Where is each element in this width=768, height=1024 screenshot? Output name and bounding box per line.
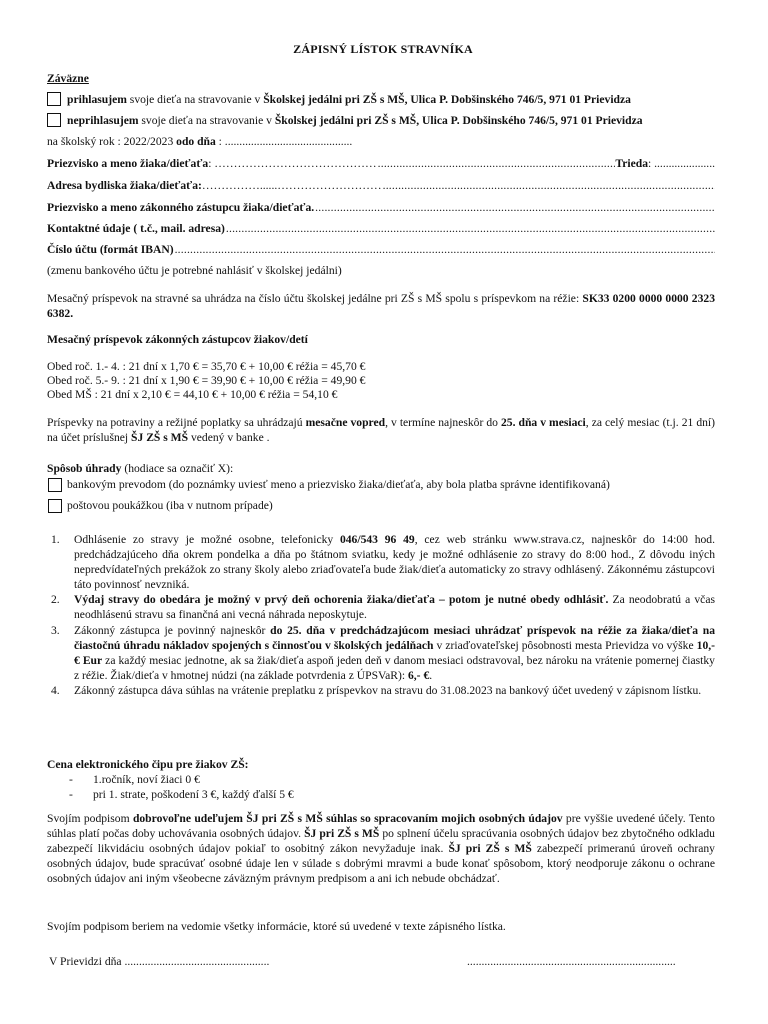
bank-change-note: (zmenu bankového účtu je potrebné nahlásiť v školskej jedálni) bbox=[47, 264, 342, 277]
list-item: 1. Odhlásenie zo stravy je možné osobne, telefonicky 046/543 96 49, cez web stránku www.strava.cz, najneskôr do 14:00 hod. predchádzajúceho dňa okrem pondelka a dňa po štátnom sviatku, kedy je možné odhlásenie zo stravy do 8:00 hod., Z dôvodu iných nepredvídateľných prekážok zo strany školy alebo zriaďovateľa bude žiak/dieťa automaticky zo stravy odhlásený. Zákonnému zástupcovi táto povinnosť nevzniká. bbox=[51, 533, 715, 592]
unenroll-option: neprihlasujem svoje dieťa na stravovanie v Školskej jedálni pri ZŠ s MŠ, Ulica P. Dobšinského 746/5, 971 01 Prievidza bbox=[67, 114, 643, 127]
bank-transfer-label: bankovým prevodom (do poznámky uviesť meno a priezvisko žiaka/dieťaťa, aby bola platba správne identifikovaná) bbox=[67, 478, 610, 491]
zavazne-label: Záväzne bbox=[47, 72, 89, 85]
school-year-line: na školský rok : 2022/2023 odo dňa : ............................................ bbox=[47, 135, 353, 148]
rules-list bbox=[47, 532, 715, 698]
acknowledge-text: Svojím podpisom beriem na vedomie všetky informácie, ktoré sú uvedené v texte zápisného lístka. bbox=[47, 920, 506, 933]
chip-item: 1.ročník, noví žiaci 0 € bbox=[93, 773, 200, 786]
form-title: ZÁPISNÝ LÍSTOK STRAVNÍKA bbox=[293, 42, 473, 56]
list-item: 2. Výdaj stravy do obedára je možný v prvý deň ochorenia žiaka/dieťaťa – potom je nutné obedy odhlásiť. Za neodobratú a včas neodhlásenú stravu sa finančná ani vecná náhrada neposkytuje. bbox=[51, 593, 715, 622]
list-item: 4. Zákonný zástupca dáva súhlas na vrátenie preplatku z príspevkov na stravu do 31.08.2023 na bankový účet uvedený v zápisnom lístku. bbox=[51, 683, 702, 697]
chip-heading: Cena elektronického čipu pre žiakov ZŠ: bbox=[47, 758, 249, 771]
fee-line: Obed roč. 5.- 9. : 21 dní x 1,90 € = 39,90 € + 10,00 € réžia = 49,90 € bbox=[47, 374, 366, 387]
fee-line: Obed MŠ : 21 dní x 2,10 € = 44,10 € + 10,00 € réžia = 54,10 € bbox=[47, 388, 338, 401]
enroll-option: prihlasujem svoje dieťa na stravovanie v Školskej jedálni pri ZŠ s MŠ, Ulica P. Dobšinského 746/5, 971 01 Prievidza bbox=[67, 93, 631, 106]
list-item: 3. Zákonný zástupca je povinný najneskôr do 25. dňa v predchádzajúcom mesiaci uhrádzať príspevok na réžie za žiaka/dieťa na čiastočnú úhradu nákladov spojených s činnosťou v školských jedálňach v zriaďovateľskej pôsobnosti mesta Prievidza vo výške 10,- € Eur za každý mesiac jednotne, ak sa žiak/dieťa aspoň jeden deň v danom mesiaci odstravoval, bez nároku na vrátenie pomernej čiastky z réžie. Žiak/dieťa v hmotnej núdzi (na základe potvrdenia z ÚPSVaR): 6,- €. bbox=[51, 623, 715, 682]
bullet-dash: - bbox=[69, 773, 73, 786]
chip-item: pri 1. strate, poškodení 3 €, každý ďalší 5 € bbox=[93, 788, 294, 801]
contact-field[interactable]: Kontaktné údaje ( t.č., mail. adresa) ..... bbox=[47, 222, 715, 235]
monthly-fee-paragraph: Mesačný príspevok na stravné sa uhrádza na číslo účtu školskej jedálne pri ZŠ s MŠ spolu s príspevkom na réžie: SK33 0200 0000 0000 2323 6382. bbox=[47, 292, 715, 320]
enroll-checkbox[interactable] bbox=[47, 92, 61, 106]
postal-order-checkbox[interactable] bbox=[48, 499, 62, 513]
contrib-heading: Mesačný príspevok zákonných zástupcov žiakov/detí bbox=[47, 333, 308, 346]
payment-method-heading: Spôsob úhrady (hodiace sa označiť X): bbox=[47, 462, 234, 475]
address-field[interactable]: Adresa bydliska žiaka/dieťaťa: ……………......……………………… ..... bbox=[47, 179, 715, 192]
iban-field[interactable]: Číslo účtu (formát IBAN) ..... bbox=[47, 243, 715, 256]
student-name-field[interactable]: Priezvisko a meno žiaka/dieťaťa : …………………………………… ..... Trieda : ..................... bbox=[47, 157, 715, 170]
signature-line[interactable]: ........................................................................ bbox=[467, 955, 676, 968]
fee-list bbox=[47, 360, 365, 402]
guardian-name-field[interactable]: Priezvisko a meno zákonného zástupcu žiaka/dieťaťa. ..... bbox=[47, 201, 715, 214]
bank-transfer-checkbox[interactable] bbox=[48, 478, 62, 492]
consent-paragraph: Svojím podpisom dobrovoľne udeľujem ŠJ pri ZŠ s MŠ súhlas so spracovaním mojich osobných údajov pre vyššie uvedené účely. Tento súhlas platí počas doby uchovávania osobných údajov. ŠJ pri ZŠ s MŠ po splnení účelu spracúvania osobných údajov bez zbytočného odkladu zabezpečí likvidáciu osobných údajov pokiaľ to osobitný zákon nevyžaduje inak. ŠJ pri ZŠ s MŠ zabezpečí primeranú úroveň ochrany osobných údajov, bude spracúvať osobné údaje len v súlade s dobrými mravmi a bude konať spôsobom, ktorý neodporuje zákonu o ochrane osobných údajov ani iným všeobecne záväzným právnym predpisom a ani ich nebude obchádzať. bbox=[47, 812, 715, 885]
fee-line: Obed roč. 1.- 4. : 21 dní x 1,70 € = 35,70 € + 10,00 € réžia = 45,70 € bbox=[47, 360, 366, 373]
postal-order-label: poštovou poukážkou (iba v nutnom prípade) bbox=[67, 499, 273, 512]
signature-date[interactable]: V Prievidzi dňa .................................................. bbox=[49, 955, 270, 968]
payment-paragraph: Príspevky na potraviny a režijné poplatky sa uhrádzajú mesačne vopred, v termíne najneskôr do 25. dňa v mesiaci, za celý mesiac (t.j. 21 dní) na účet príslušnej ŠJ ZŠ s MŠ vedený v banke . bbox=[47, 416, 715, 444]
bullet-dash: - bbox=[69, 788, 73, 801]
unenroll-checkbox[interactable] bbox=[47, 113, 61, 127]
